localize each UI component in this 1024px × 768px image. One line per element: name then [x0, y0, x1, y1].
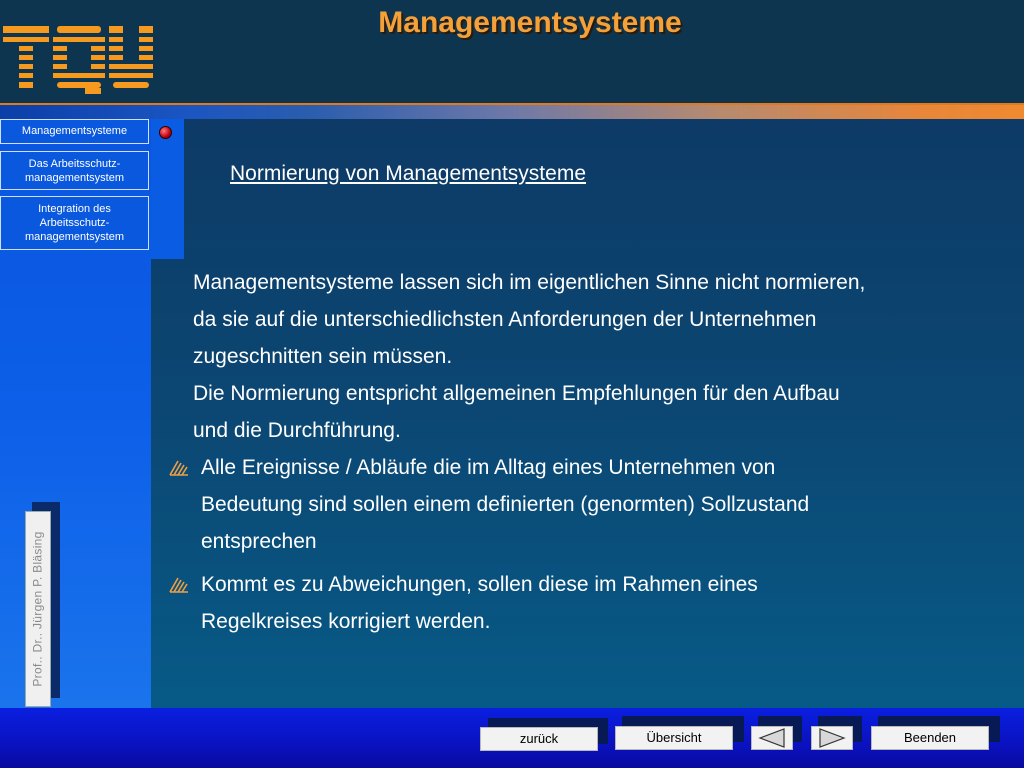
bullet-line: Alle Ereignisse / Abläufe die im Alltag eines Unternehmen von: [201, 456, 776, 479]
triangle-left-icon: [757, 728, 787, 748]
paragraph-line: und die Durchführung.: [193, 419, 401, 442]
sidebar-nav-extension: [151, 119, 184, 259]
back-button[interactable]: zurück: [480, 727, 598, 751]
paragraph-line: Die Normierung entspricht allgemeinen Empfehlungen für den Aufbau: [193, 382, 840, 405]
section-subtitle[interactable]: Normierung von Managementsysteme: [230, 162, 586, 185]
bullet-line: Kommt es zu Abweichungen, sollen diese im Rahmen eines: [201, 573, 758, 596]
sidebar-item-label: Integration des: [38, 203, 111, 215]
hatched-bullet-icon: [168, 457, 190, 477]
author-label-wrap: [25, 511, 51, 707]
bullet-item: [168, 566, 968, 640]
hatched-bullet-icon: [168, 574, 190, 594]
tqu-logo: [3, 18, 153, 96]
header-divider-line: [0, 103, 1024, 105]
next-button[interactable]: [811, 726, 853, 750]
paragraph-line: zugeschnitten sein müssen.: [193, 345, 453, 368]
header-gradient-divider: [0, 103, 1024, 119]
exit-button[interactable]: Beenden: [871, 726, 989, 750]
sidebar: [0, 119, 151, 708]
page-title: Managementsysteme: [378, 6, 682, 39]
sidebar-item-label: managementsystem: [24, 172, 125, 184]
overview-button[interactable]: Übersicht: [615, 726, 733, 750]
paragraph-line: da sie auf die unterschiedlichsten Anforderungen der Unternehmen: [193, 308, 817, 331]
header-bar: [0, 0, 1024, 103]
prev-button[interactable]: [751, 726, 793, 750]
sidebar-item-managementsysteme[interactable]: [0, 119, 149, 144]
active-item-dot-icon: [159, 126, 172, 139]
triangle-right-icon: [817, 728, 847, 748]
sidebar-item-label: Arbeitsschutz-: [39, 217, 110, 229]
sidebar-item-label: managementsystem: [24, 231, 125, 243]
bullet-item: [168, 449, 968, 560]
bullet-line: Bedeutung sind sollen einem definierten (genormten) Sollzustand: [201, 493, 810, 516]
sidebar-item-label: Das Arbeitsschutz-: [28, 158, 121, 170]
sidebar-item-arbeitsschutz[interactable]: [0, 151, 149, 190]
bullet-line: Regelkreises korrigiert werden.: [201, 610, 491, 633]
author-label: Prof.. Dr.. Jürgen P. Bläsing: [31, 531, 46, 687]
sidebar-item-integration[interactable]: [0, 196, 149, 250]
bullet-line: entsprechen: [201, 530, 317, 553]
sidebar-item-label: Managementsysteme: [21, 125, 128, 137]
paragraph-line: Managementsysteme lassen sich im eigentlichen Sinne nicht normieren,: [193, 271, 866, 294]
